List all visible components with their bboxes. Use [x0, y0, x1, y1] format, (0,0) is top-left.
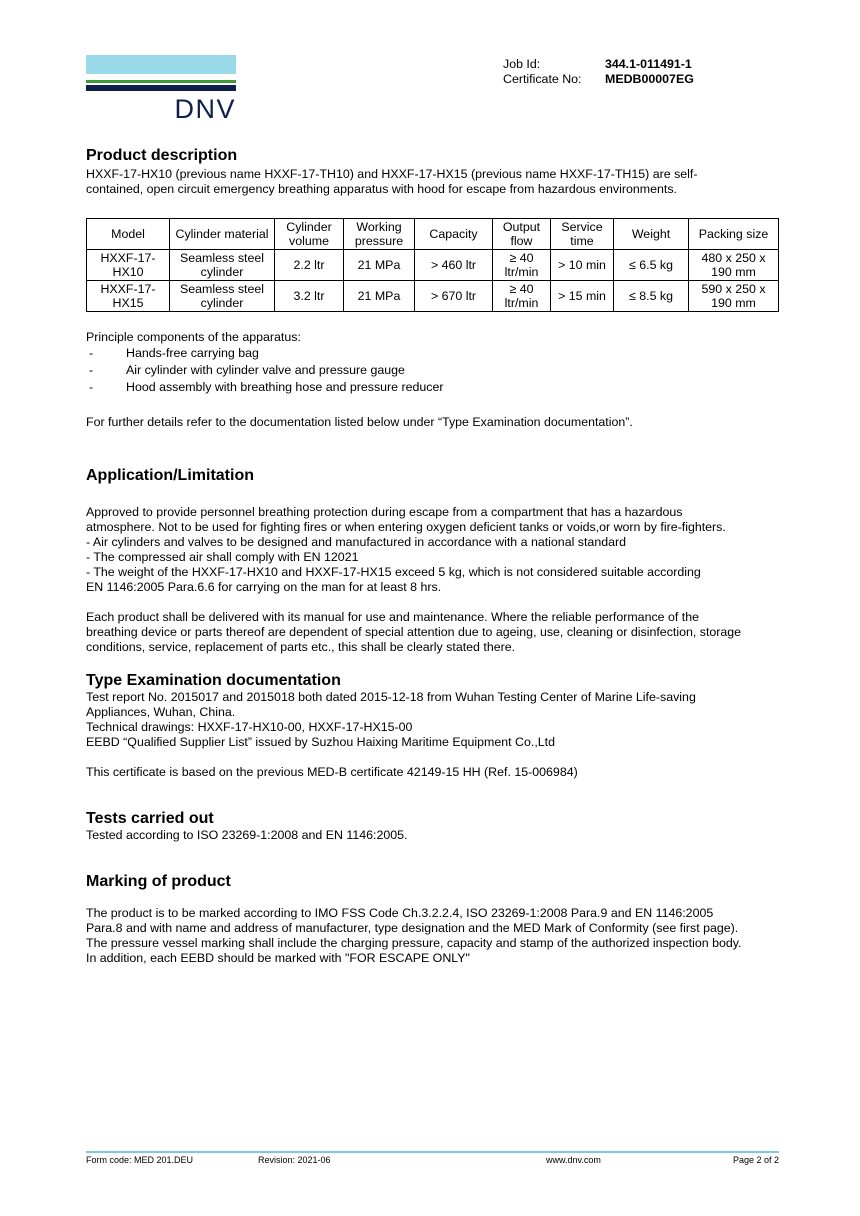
application-text: Approved to provide personnel breathing protection during escape from a compartment that has a hazardous atmosphere. Not to be used for fighting fires or when entering oxygen deficient tanks or voids,or worn by fire-fighters. - Air cylinders and valves to be designed and manufactured in accordance with a national standard - The compressed air shall comply with EN 12021 - The weight of the HXXF-17-HX10 and HXXF-17-HX15 exceed 5 kg, which is not considered suitable according EN 1146:2005 Para.6.6 for carrying on the man for at least 8 hrs. [86, 505, 726, 594]
footer-form-code: Form code: MED 201.DEU [86, 1155, 194, 1165]
product-description-heading: Product description [86, 147, 238, 164]
logo-light-blue-bar [86, 55, 236, 74]
footer-divider [86, 1151, 779, 1153]
marking-text: The product is to be marked according to IMO FSS Code Ch.3.2.2.4, ISO 23269-1:2008 Para.9 and EN 1146:2005 Para.8 and with name and address of manufacturer, type designation and the MED Mark of Conformity (see first page). The pressure vessel marking shall include the charging pressure, capacity and stamp of the authorized inspection body. In addition, each EEBD should be marked with "FOR ESCAPE ONLY" [86, 906, 742, 965]
application-heading: Application/Limitation [86, 467, 254, 484]
cell-weight: ≤ 8.5 kg [614, 281, 689, 312]
cell-working-pressure: 21 MPa [344, 281, 415, 312]
cell-capacity: > 670 ltr [415, 281, 493, 312]
footer-revision: Revision: 2021-06 [258, 1155, 331, 1165]
further-details-text: For further details refer to the documentation listed below under “Type Examination documentation”. [86, 415, 633, 429]
component-item: - Hands-free carrying bag [86, 345, 444, 362]
marking-heading: Marking of product [86, 873, 231, 890]
certificate-no-row [503, 72, 694, 87]
certificate-no-label: Certificate No: [503, 71, 582, 86]
certificate-meta [503, 57, 694, 86]
footer-page-number: Page 2 of 2 [732, 1155, 779, 1165]
specification-table [86, 218, 779, 312]
cell-cylinder-material: Seamless steel cylinder [170, 281, 275, 312]
cell-working-pressure: 21 MPa [344, 250, 415, 281]
components-list [86, 345, 444, 396]
logo-green-bar [86, 80, 236, 83]
component-item: - Hood assembly with breathing hose and pressure reducer [86, 379, 444, 396]
header-working-pressure: Working pressure [344, 219, 415, 250]
cell-service-time: > 10 min [551, 250, 614, 281]
components-intro: Principle components of the apparatus: [86, 330, 301, 344]
header-output-flow: Output flow [493, 219, 551, 250]
cell-service-time: > 15 min [551, 281, 614, 312]
cell-output-flow: ≥ 40 ltr/min [493, 281, 551, 312]
tests-text: Tested according to ISO 23269-1:2008 and EN 1146:2005. [86, 828, 408, 842]
cell-output-flow: ≥ 40 ltr/min [493, 250, 551, 281]
cell-packing-size: 480 x 250 x 190 mm [689, 250, 779, 281]
product-description-intro: HXXF-17-HX10 (previous name HXXF-17-TH10) and HXXF-17-HX15 (previous name HXXF-17-TH15) are self- contained, open circuit emergency breathing apparatus with hood for escape from hazardous environments. [86, 167, 698, 196]
cell-cylinder-material: Seamless steel cylinder [170, 250, 275, 281]
type-examination-heading: Type Examination documentation [86, 672, 341, 689]
component-item: - Air cylinder with cylinder valve and pressure gauge [86, 362, 444, 379]
certificate-no-value: MEDB00007EG [605, 71, 694, 86]
table-header-row [87, 219, 779, 250]
certificate-basis-text: This certificate is based on the previous MED-B certificate 42149-15 HH (Ref. 15-006984) [86, 765, 578, 779]
header-service-time: Service time [551, 219, 614, 250]
cell-weight: ≤ 6.5 kg [614, 250, 689, 281]
table-row [87, 250, 779, 281]
logo-wordmark: DNV [174, 94, 236, 124]
cell-cylinder-volume: 3.2 ltr [275, 281, 344, 312]
job-id-value: 344.1-011491-1 [605, 57, 692, 71]
cell-model: HXXF-17-HX10 [87, 250, 170, 281]
header-cylinder-material: Cylinder material [170, 219, 275, 250]
cell-capacity: > 460 ltr [415, 250, 493, 281]
tests-heading: Tests carried out [86, 810, 214, 827]
manual-text: Each product shall be delivered with its manual for use and maintenance. Where the reliable performance of the breathing device or parts thereof are dependent of special attention due to ageing, use, cleaning or disinfection, storage conditions, service, replacement of parts etc., this shall be clearly stated there. [86, 610, 742, 654]
cell-packing-size: 590 x 250 x 190 mm [689, 281, 779, 312]
footer-website[interactable]: www.dnv.com [546, 1155, 601, 1165]
table-row [87, 281, 779, 312]
logo-dark-blue-bar [86, 85, 236, 91]
header-weight: Weight [614, 219, 689, 250]
job-id-label: Job Id: [503, 57, 541, 71]
type-examination-text: Test report No. 2015017 and 2015018 both dated 2015-12-18 from Wuhan Testing Center of Marine Life-saving Appliances, Wuhan, China. Technical drawings: HXXF-17-HX10-00, HXXF-17-HX15-00 EEBD “Qualified Supplier List” issued by Suzhou Haixing Maritime Equipment Co.,Ltd [86, 690, 696, 749]
header-capacity: Capacity [415, 219, 493, 250]
dnv-logo [86, 55, 236, 124]
cell-cylinder-volume: 2.2 ltr [275, 250, 344, 281]
header-cylinder-volume: Cylinder volume [275, 219, 344, 250]
job-id-row [503, 57, 694, 72]
header-packing-size: Packing size [689, 219, 779, 250]
cell-model: HXXF-17-HX15 [87, 281, 170, 312]
header-model: Model [87, 219, 170, 250]
